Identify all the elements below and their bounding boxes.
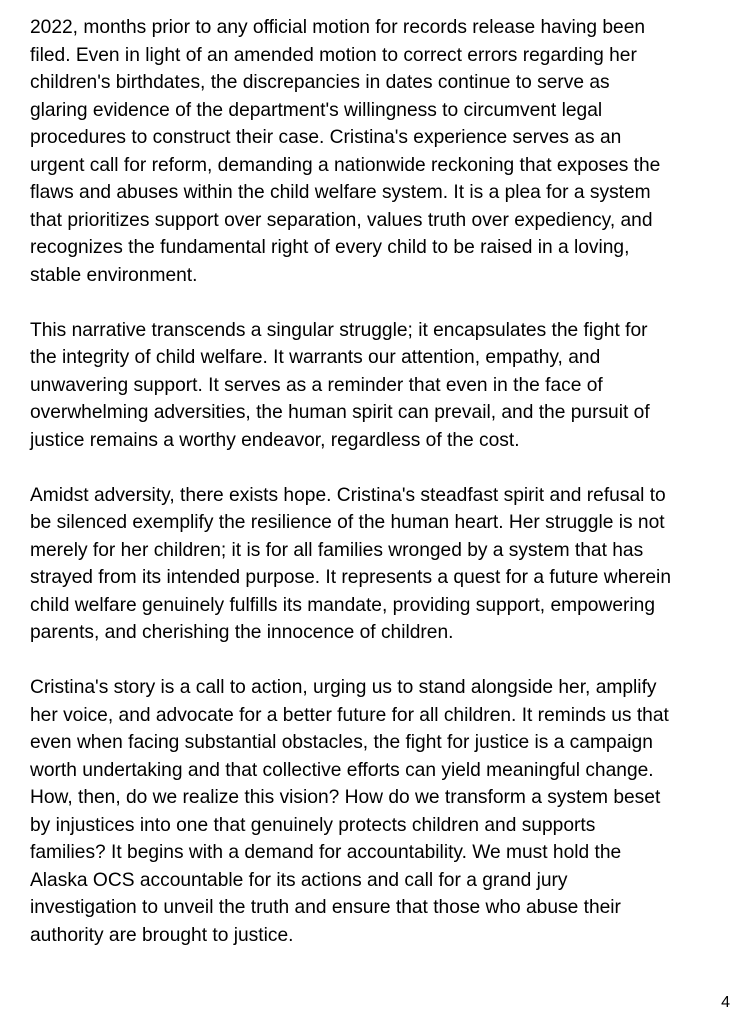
text-line: investigation to unveil the truth and ensure that those who abuse their xyxy=(30,897,621,918)
text-line: her voice, and advocate for a better future for all children. It reminds us that xyxy=(30,704,669,726)
text-line: worth undertaking and that collective efforts can yield meaningful change. xyxy=(30,759,654,781)
text-line: This narrative transcends a singular struggle; it encapsulates the fight for xyxy=(30,319,648,341)
text-line: flaws and abuses within the child welfare system. It is a plea for a system xyxy=(30,182,651,203)
paragraph xyxy=(30,482,735,647)
text-line: families? It begins with a demand for accountability. We must hold the xyxy=(30,842,622,863)
text-line: justice remains a worthy endeavor, regardless of the cost. xyxy=(30,429,520,451)
text-line: Amidst adversity, there exists hope. Cristina's steadfast spirit and refusal to xyxy=(30,484,666,506)
text-line: How, then, do we realize this vision? How do we transform a system beset xyxy=(30,787,661,808)
text-line: strayed from its intended purpose. It represents a quest for a future wherein xyxy=(30,567,671,588)
text-line: parents, and cherishing the innocence of children. xyxy=(30,622,454,643)
text-line: 2022, months prior to any official motion for records release having been xyxy=(30,17,646,38)
text-line: be silenced exemplify the resilience of the human heart. Her struggle is not xyxy=(30,512,665,533)
text-line: even when facing substantial obstacles, the fight for justice is a campaign xyxy=(30,732,653,753)
text-line: procedures to construct their case. Cristina's experience serves as an xyxy=(30,127,622,148)
text-line: by injustices into one that genuinely protects children and supports xyxy=(30,814,596,836)
text-line: overwhelming adversities, the human spirit can prevail, and the pursuit of xyxy=(30,402,650,423)
paragraph xyxy=(30,14,735,289)
text-line: authority are brought to justice. xyxy=(30,924,294,946)
paragraph xyxy=(30,674,735,949)
document-body xyxy=(30,14,735,977)
text-line: that prioritizes support over separation, values truth over expediency, and xyxy=(30,209,653,231)
text-line: filed. Even in light of an amended motion to correct errors regarding her xyxy=(30,44,637,66)
text-line: child welfare genuinely fulfills its mandate, providing support, empowering xyxy=(30,594,655,616)
paragraph xyxy=(30,317,735,455)
text-line: unwavering support. It serves as a reminder that even in the face of xyxy=(30,374,603,396)
text-line: Cristina's story is a call to action, urging us to stand alongside her, amplify xyxy=(30,677,657,698)
page-number: 4 xyxy=(721,994,730,1011)
text-line: stable environment. xyxy=(30,264,198,286)
text-line: glaring evidence of the department's willingness to circumvent legal xyxy=(30,99,603,121)
text-line: merely for her children; it is for all families wronged by a system that has xyxy=(30,539,644,561)
text-line: children's birthdates, the discrepancies in dates continue to serve as xyxy=(30,72,610,93)
text-line: urgent call for reform, demanding a nationwide reckoning that exposes the xyxy=(30,154,661,176)
text-line: Alaska OCS accountable for its actions and call for a grand jury xyxy=(30,869,568,891)
text-line: the integrity of child welfare. It warrants our attention, empathy, and xyxy=(30,347,601,368)
text-line: recognizes the fundamental right of every child to be raised in a loving, xyxy=(30,237,630,258)
